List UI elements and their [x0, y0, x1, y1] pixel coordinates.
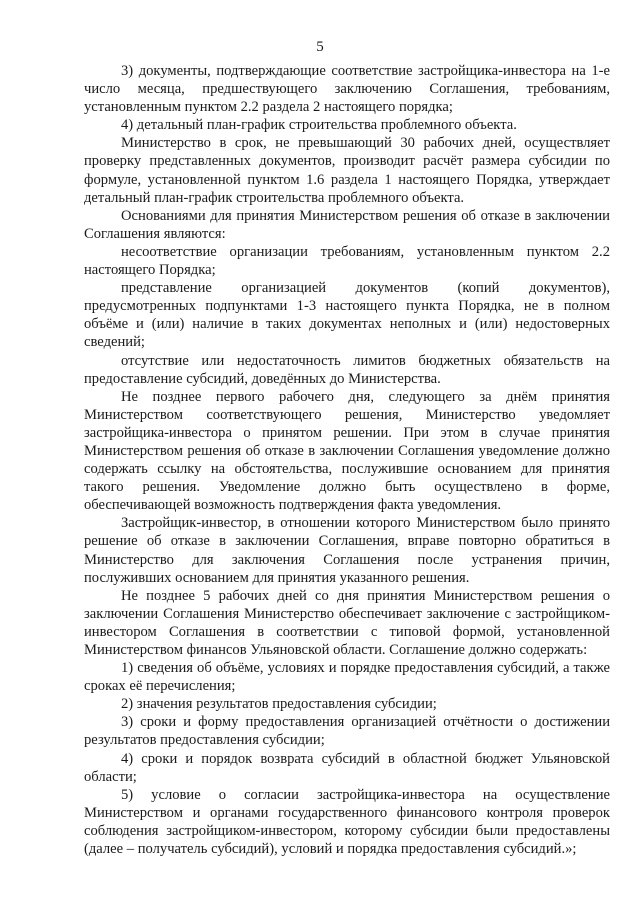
paragraph-agreement-conclusion: Не позднее 5 рабочих дней со дня принятия Министерством решения о заключении Соглашения Министерство обеспечивает заключение с застройщиком-инвестором Соглашения в соответствии с типовой формой, установленной Министерством финансов Ульяновской области. Соглашение должно содержать:: [84, 587, 610, 658]
paragraph-agreement-item-3: 3) сроки и форму предоставления организацией отчётности о достижении результатов предоставления субсидии;: [84, 714, 610, 749]
document-body: [84, 62, 610, 858]
paragraph-reapplication: Застройщик-инвестор, в отношении которого Министерством было принято решение об отказе в заключении Соглашения, вправе повторно обратиться в Министерство для заключения Соглашения после устранения причин, послуживших основанием для принятия указанного решения.: [84, 515, 610, 586]
paragraph-ground-noncompliance: несоответствие организации требованиям, установленным пунктом 2.2 настоящего Порядка;: [84, 243, 610, 279]
paragraph-ground-insufficient-limits: отсутствие или недостаточность лимитов бюджетных обязательств на предоставление субсидий, доведённых до Министерства.: [84, 352, 610, 387]
paragraph-agreement-item-5: 5) условие о согласии застройщика-инвестора на осуществление Министерством и органами государственного финансового контроля проверок соблюдения застройщиком-инвестором, которому субсидии были предоставлены (далее – получатель субсидий), условий и порядка предоставления субсидий.»;: [84, 786, 610, 858]
page-number: 5: [316, 39, 324, 55]
paragraph-agreement-item-4: 4) сроки и порядок возврата субсидий в областной бюджет Ульяновской области;: [84, 750, 610, 785]
paragraph-item-3-documents: 3) документы, подтверждающие соответствие застройщика-инвестора на 1-е число месяца, предшествующего заключению Соглашения, требованиям, установленным пунктом 2.2 раздела 2 настоящего порядка;: [84, 63, 610, 116]
paragraph-agreement-item-2: 2) значения результатов предоставления субсидии;: [121, 696, 437, 713]
paragraph-notification: Не позднее первого рабочего дня, следующего за днём принятия Министерством соответствующего решения, Министерство уведомляет застройщика-инвестора о принятом решении. При этом в случае принятия Министерством решения об отказе в заключении Соглашения уведомление должно содержать ссылку на обстоятельства, послужившие основанием для принятия такого решения. Уведомление должно быть осуществлено в форме, обеспечивающей возможность подтверждения факта уведомления.: [84, 388, 610, 514]
paragraph-item-4-schedule: 4) детальный план-график строительства проблемного объекта.: [121, 117, 517, 134]
paragraph-agreement-item-1: 1) сведения об объёме, условиях и порядке предоставления субсидий, а также сроках её перечисления;: [84, 660, 610, 695]
paragraph-refusal-grounds: Основаниями для принятия Министерством решения об отказе в заключении Соглашения являются:: [84, 207, 610, 242]
paragraph-ministry-review: Министерство в срок, не превышающий 30 рабочих дней, осуществляет проверку представленных документов, производит расчёт размера субсидии по формуле, установленной пунктом 1.6 раздела 1 настоящего Порядка, утверждает детальный план-график строительства проблемного объекта.: [84, 135, 610, 206]
paragraph-ground-incomplete-documents: представление организацией документов (копий документов), предусмотренных подпунктами 1-3 настоящего пункта Порядка, не в полном объёме и (или) наличие в таких документах неполных и (или) недостоверных сведений;: [84, 280, 610, 351]
